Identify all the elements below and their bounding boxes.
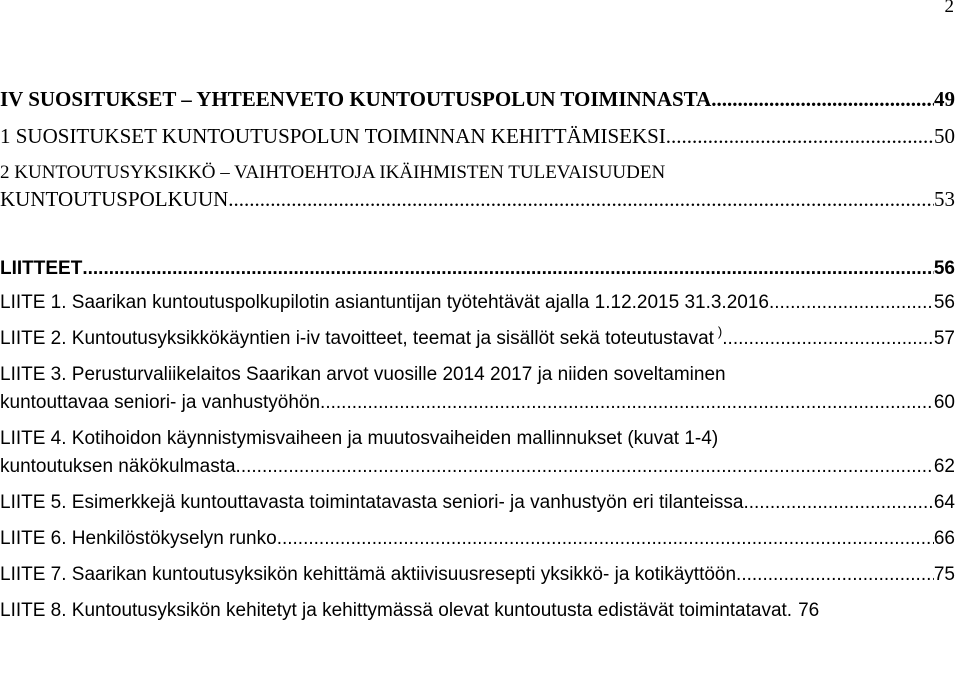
toc-entry-text: KUNTOUTUSPOLKUUN (0, 187, 229, 211)
toc-entry-liite-1[interactable] (0, 290, 955, 316)
dot-leader (774, 290, 934, 316)
toc-entry-liite-5[interactable] (0, 490, 955, 516)
toc-page-number: 56 (933, 258, 955, 279)
toc-page-number: 53 (934, 187, 955, 211)
toc-entry-2-line1[interactable]: 2 KUNTOUTUSYKSIKKÖ – VAIHTOEHTOJA IKÄIHMISTEN TULEVAISUUDEN (0, 162, 666, 183)
dot-leader (741, 562, 934, 588)
toc-entry-liite-2[interactable] (0, 326, 955, 352)
dot-leader (666, 123, 934, 149)
toc-page-number: 57 (933, 328, 955, 349)
toc-page-number: 76 (798, 600, 820, 621)
toc-entry-liite-3[interactable] (0, 390, 955, 416)
toc-page-number: 56 (933, 292, 955, 313)
toc-entry-2[interactable] (0, 186, 955, 212)
toc-page-number: 60 (933, 392, 955, 413)
toc-entry-text: kuntoutuksen näkökulmasta (0, 456, 236, 477)
table-of-contents (0, 86, 955, 624)
toc-entry-text: LIITE 8. Kuntoutusyksikön kehitetyt ja kehittymässä olevat kuntoutusta edistävät toimintatavat. (0, 600, 793, 621)
toc-page-number: 49 (934, 87, 955, 111)
dot-leader (749, 490, 934, 516)
superscript-mark: ) (717, 324, 723, 339)
toc-entry-text: LIITE 1. Saarikan kuntoutuspolkupilotin asiantuntijan työtehtävät ajalla 1.12.2015 31.3.2016. (0, 292, 775, 313)
dot-leader (228, 186, 934, 212)
page-number: 2 (944, 0, 954, 17)
toc-entry-text: kuntouttavaa seniori- ja vanhustyöhön. (0, 392, 326, 413)
toc-entry-liite-7[interactable] (0, 562, 955, 588)
toc-entry-text: LIITTEET (0, 258, 83, 279)
toc-entry-liite-4[interactable] (0, 454, 955, 480)
toc-page-number: 75 (933, 564, 955, 585)
toc-entry-text: LIITE 2. Kuntoutusyksikkökäyntien i-iv tavoitteet, teemat ja sisällöt sekä toteutustavat (0, 328, 714, 349)
toc-page-number: 62 (933, 456, 955, 477)
dot-leader (236, 454, 934, 480)
toc-page-number: 64 (933, 492, 955, 513)
dot-leader (325, 390, 934, 416)
dot-leader (277, 526, 934, 552)
toc-entry-liitteet[interactable] (0, 256, 955, 282)
toc-entry-text: IV SUOSITUKSET – YHTEENVETO KUNTOUTUSPOLUN TOIMINNASTA (0, 87, 712, 111)
toc-page-number: 50 (934, 124, 955, 148)
toc-entry-liite-3-line1[interactable]: LIITE 3. Perusturvaliikelaitos Saarikan arvot vuosille 2014 2017 ja niiden soveltaminen (0, 364, 726, 385)
toc-page-number: 66 (933, 528, 955, 549)
toc-entry-liite-4-line1[interactable]: LIITE 4. Kotihoidon käynnistymisvaiheen ja muutosvaiheiden mallinnukset (kuvat 1-4) (0, 428, 719, 449)
toc-entry-iv[interactable] (0, 86, 955, 112)
toc-entry-text: LIITE 7. Saarikan kuntoutusyksikön kehittämä aktiivisuusresepti yksikkö- ja kotikäyttöön. (0, 564, 742, 585)
toc-entry-liite-8[interactable] (0, 598, 955, 624)
dot-leader (722, 326, 934, 352)
dot-leader (82, 256, 934, 282)
toc-entry-text: LIITE 6. Henkilöstökyselyn runko (0, 528, 277, 549)
dot-leader (711, 86, 934, 112)
toc-entry-liite-6[interactable] (0, 526, 955, 552)
toc-entry-1[interactable] (0, 123, 955, 149)
toc-entry-text: LIITE 5. Esimerkkejä kuntouttavasta toimintatavasta seniori- ja vanhustyön eri tilanteissa. (0, 492, 749, 513)
toc-entry-text: 1 SUOSITUKSET KUNTOUTUSPOLUN TOIMINNAN KEHITTÄMISEKSI (0, 124, 666, 148)
